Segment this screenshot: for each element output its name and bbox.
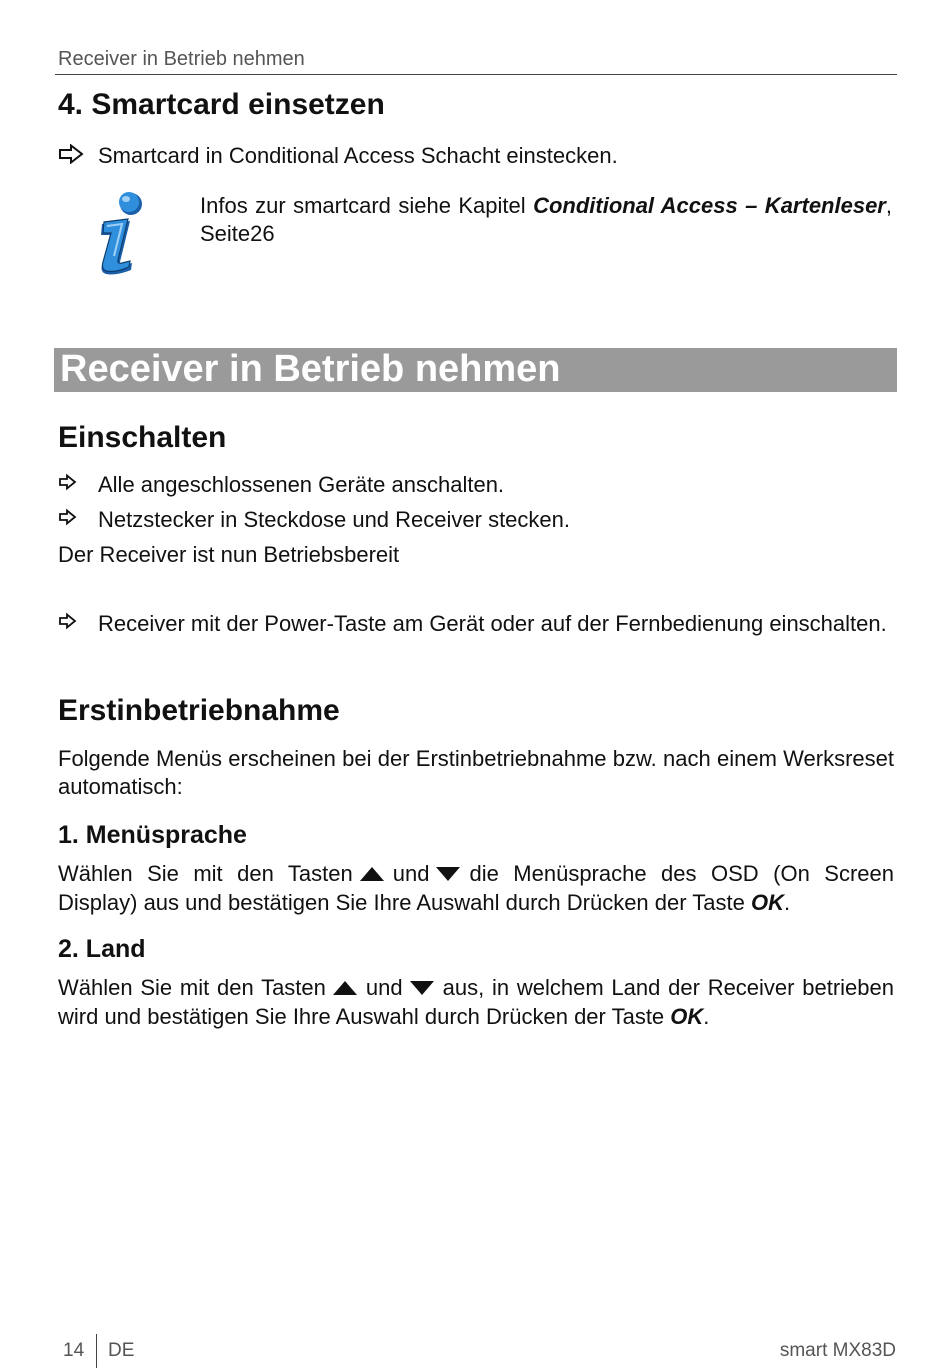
step-einschalten-2: Netzstecker in Steckdose und Receiver stecken. (58, 506, 894, 534)
arrow-up-icon (359, 861, 385, 889)
chapter-reference: Conditional Access – Kartenleser (533, 193, 886, 218)
heading-einschalten: Einschalten (58, 421, 227, 454)
menusprache-text: Wählen Sie mit den Tasten und die Menüsprache des OSD (On Screen Display) aus und bestätigen Sie Ihre Auswahl durch Drücken der Taste OK. (58, 861, 894, 916)
footer-divider (96, 1334, 97, 1368)
header-rule (55, 74, 897, 75)
heading-erstinbetriebnahme: Erstinbetriebnahme (58, 694, 340, 727)
section-title: Receiver in Betrieb nehmen (60, 348, 561, 390)
arrow-icon (58, 506, 98, 526)
step-smartcard: Smartcard in Conditional Access Schacht einstecken. (58, 142, 894, 170)
language-label: DE (108, 1340, 135, 1361)
arrow-icon (58, 471, 98, 491)
info-note: Infos zur smartcard siehe Kapitel Conditional Access – Kartenleser, Seite26 (200, 193, 892, 246)
heading-smartcard: 4. Smartcard einsetzen (58, 88, 385, 121)
arrow-icon (58, 610, 98, 630)
arrow-down-icon (409, 975, 435, 1003)
step-einschalten-1: Alle angeschlossenen Geräte anschalten. (58, 471, 894, 499)
running-header: Receiver in Betrieb nehmen (58, 48, 305, 70)
intro-text: Folgende Menüs erscheinen bei der Erstinbetriebnahme bzw. nach einem Werksreset automatisch: (58, 746, 894, 799)
info-icon (96, 190, 152, 280)
heading-menusprache: 1. Menüsprache (58, 821, 247, 849)
arrow-up-icon (332, 975, 358, 1003)
status-text: Der Receiver ist nun Betriebsbereit (58, 542, 400, 567)
step-power: Receiver mit der Power-Taste am Gerät oder auf der Fernbedienung einschalten. (58, 610, 894, 638)
arrow-down-icon (435, 861, 461, 889)
model-name: smart MX83D (779, 1340, 896, 1361)
land-text: Wählen Sie mit den Tasten und aus, in welchem Land der Receiver betrieben wird und bestätigen Sie Ihre Auswahl durch Drücken der Taste OK. (58, 975, 894, 1030)
heading-land: 2. Land (58, 935, 146, 963)
page-number: 14 (63, 1340, 85, 1361)
arrow-icon (58, 142, 98, 164)
